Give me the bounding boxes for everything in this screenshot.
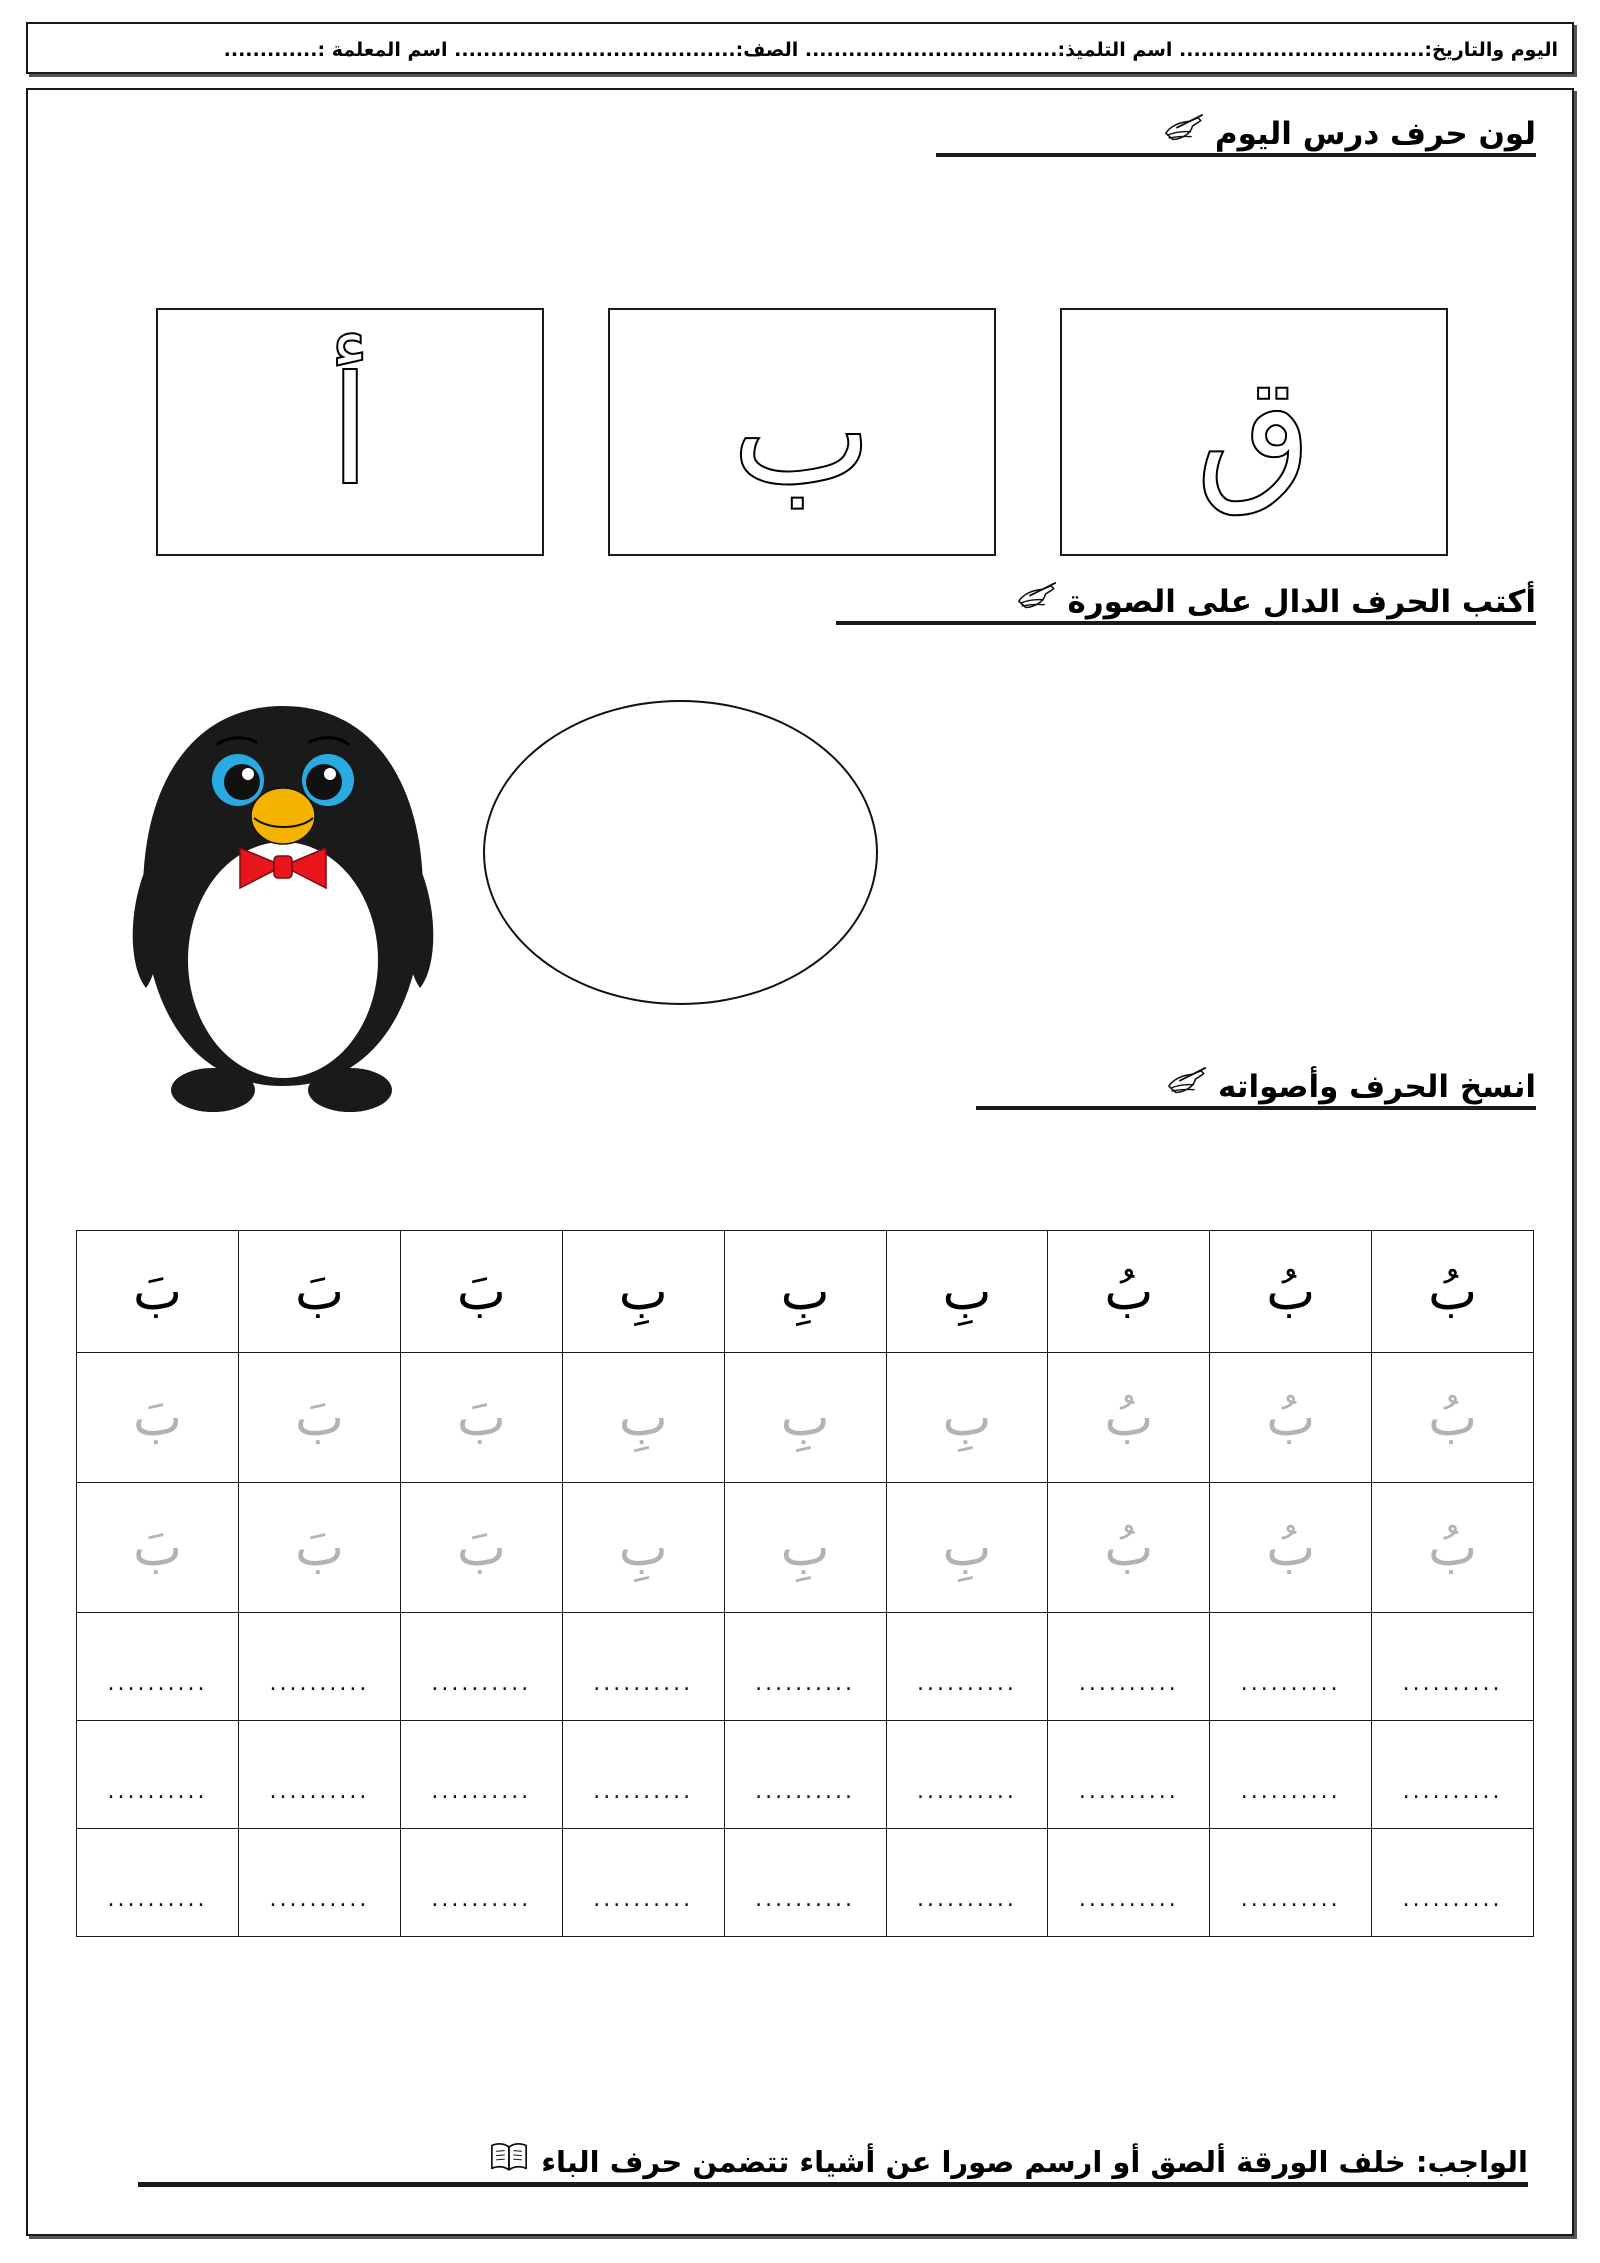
dotted-guide: .......... [916, 1887, 1017, 1912]
section-title-color-letter: لون حرف درس اليوم [1214, 115, 1536, 152]
practice-cell-trace [724, 1353, 886, 1483]
dotted-guide: .......... [755, 1887, 856, 1912]
homework-text: الواجب: خلف الورقة ألصق أو ارسم صورا عن أشياء تتضمن حرف الباء [541, 2144, 1528, 2179]
practice-cell-blank[interactable] [886, 1613, 1048, 1721]
dotted-guide: .......... [107, 1887, 208, 1912]
practice-cell-trace [724, 1483, 886, 1613]
dotted-guide: .......... [916, 1671, 1017, 1696]
practice-cell-model [400, 1231, 562, 1353]
practice-cell-model [1372, 1231, 1534, 1353]
dotted-guide: .......... [1240, 1779, 1341, 1804]
letter-box-baa[interactable] [608, 308, 996, 556]
open-book-icon [489, 2140, 529, 2179]
section-title-write-letter: أكتب الحرف الدال على الصورة [1067, 583, 1536, 620]
practice-cell-blank[interactable] [886, 1721, 1048, 1829]
letter-box-alef-hamza[interactable] [156, 308, 544, 556]
dotted-guide: .......... [1240, 1671, 1341, 1696]
practice-cell-trace [886, 1353, 1048, 1483]
practice-cell-trace [77, 1483, 239, 1613]
practice-cell-blank[interactable] [886, 1829, 1048, 1937]
practice-cell-trace [562, 1483, 724, 1613]
model-glyph: بُ [1266, 1261, 1316, 1322]
trace-glyph: بُ [1104, 1517, 1154, 1578]
model-glyph: بَ [294, 1261, 344, 1322]
practice-cell-blank[interactable] [724, 1829, 886, 1937]
model-glyph: بُ [1104, 1261, 1154, 1322]
dotted-guide: .......... [269, 1671, 370, 1696]
practice-cell-blank[interactable] [400, 1721, 562, 1829]
section-title-copy-letter: انسخ الحرف وأصواته [1218, 1068, 1536, 1105]
trace-glyph: بِ [780, 1387, 830, 1448]
model-glyph: بِ [618, 1261, 668, 1322]
section-heading-color-letter [936, 112, 1536, 157]
answer-oval-input[interactable] [483, 700, 878, 1005]
practice-cell-trace [1048, 1483, 1210, 1613]
practice-cell-blank[interactable] [400, 1613, 562, 1721]
trace-glyph: بَ [456, 1517, 506, 1578]
dotted-guide: .......... [269, 1887, 370, 1912]
dotted-guide: .......... [107, 1671, 208, 1696]
dotted-guide: .......... [593, 1887, 694, 1912]
dotted-guide: .......... [1402, 1887, 1503, 1912]
practice-row [77, 1231, 1534, 1353]
practice-cell-model [886, 1231, 1048, 1353]
dotted-guide: .......... [107, 1779, 208, 1804]
section-heading-write-letter [836, 580, 1536, 625]
trace-glyph: بِ [942, 1517, 992, 1578]
model-glyph: بَ [133, 1261, 182, 1322]
outline-letter-baa: ب [731, 345, 873, 519]
writing-hand-pen-icon [1166, 1065, 1208, 1104]
outline-letter-alef-hamza: أ [329, 345, 371, 519]
picture-answer-area [88, 690, 1518, 1120]
model-glyph: بِ [780, 1261, 830, 1322]
practice-cell-blank[interactable] [77, 1721, 239, 1829]
dotted-guide: .......... [755, 1671, 856, 1696]
dotted-guide: .......... [593, 1779, 694, 1804]
model-glyph: بَ [456, 1261, 506, 1322]
dotted-guide: .......... [1402, 1671, 1503, 1696]
practice-cell-blank[interactable] [1210, 1721, 1372, 1829]
model-glyph: بُ [1428, 1261, 1478, 1322]
student-info-header [26, 22, 1574, 74]
dotted-guide: .......... [1078, 1779, 1179, 1804]
trace-glyph: بَ [456, 1387, 506, 1448]
practice-table [76, 1230, 1534, 1937]
worksheet-page-frame [26, 88, 1574, 2236]
practice-cell-trace [1372, 1353, 1534, 1483]
practice-cell-trace [400, 1353, 562, 1483]
practice-cell-blank[interactable] [1210, 1613, 1372, 1721]
handwriting-practice-grid [76, 1230, 1534, 1937]
trace-glyph: بُ [1104, 1387, 1154, 1448]
section-heading-copy-letter [976, 1065, 1536, 1110]
letter-choice-row [156, 308, 1448, 556]
practice-cell-blank[interactable] [239, 1829, 401, 1937]
dotted-guide: .......... [1078, 1887, 1179, 1912]
practice-cell-model [562, 1231, 724, 1353]
practice-cell-blank[interactable] [1372, 1721, 1534, 1829]
trace-glyph: بَ [133, 1517, 182, 1578]
dotted-guide: .......... [431, 1887, 532, 1912]
header-fields-line: اليوم والتاريخ:.................................. اسم التلميذ:................................... الصف:....................................... اسم المعلمة :............. [223, 39, 1558, 61]
homework-bar [138, 2140, 1528, 2187]
practice-cell-blank[interactable] [562, 1613, 724, 1721]
practice-cell-trace [1210, 1483, 1372, 1613]
writing-hand-pen-icon [1016, 580, 1058, 619]
practice-cell-blank[interactable] [1048, 1613, 1210, 1721]
practice-row [77, 1483, 1534, 1613]
dotted-guide: .......... [916, 1779, 1017, 1804]
practice-cell-blank[interactable] [239, 1613, 401, 1721]
trace-glyph: بُ [1266, 1517, 1316, 1578]
practice-cell-trace [1048, 1353, 1210, 1483]
practice-cell-blank[interactable] [724, 1721, 886, 1829]
practice-cell-trace [1210, 1353, 1372, 1483]
dotted-guide: .......... [1402, 1779, 1503, 1804]
model-glyph: بِ [942, 1261, 992, 1322]
dotted-guide: .......... [431, 1779, 532, 1804]
practice-cell-blank[interactable] [724, 1613, 886, 1721]
practice-cell-blank[interactable] [77, 1829, 239, 1937]
practice-cell-model [77, 1231, 239, 1353]
practice-cell-blank[interactable] [1048, 1829, 1210, 1937]
outline-letter-qaf: ق [1195, 345, 1313, 519]
practice-cell-blank[interactable] [562, 1829, 724, 1937]
practice-cell-trace [886, 1483, 1048, 1613]
practice-row [77, 1721, 1534, 1829]
penguin-image [118, 698, 448, 1118]
practice-cell-trace [562, 1353, 724, 1483]
practice-cell-model [239, 1231, 401, 1353]
letter-box-qaf[interactable] [1060, 308, 1448, 556]
practice-cell-model [724, 1231, 886, 1353]
dotted-guide: .......... [593, 1671, 694, 1696]
practice-cell-blank[interactable] [77, 1613, 239, 1721]
dotted-guide: .......... [431, 1671, 532, 1696]
trace-glyph: بَ [294, 1387, 344, 1448]
trace-glyph: بُ [1428, 1517, 1478, 1578]
trace-glyph: بِ [618, 1387, 668, 1448]
trace-glyph: بِ [618, 1517, 668, 1578]
practice-cell-trace [77, 1353, 239, 1483]
practice-cell-model [1210, 1231, 1372, 1353]
practice-cell-model [1048, 1231, 1210, 1353]
dotted-guide: .......... [755, 1779, 856, 1804]
practice-cell-blank[interactable] [1210, 1829, 1372, 1937]
dotted-guide: .......... [1240, 1887, 1341, 1912]
trace-glyph: بَ [133, 1387, 182, 1448]
practice-cell-trace [400, 1483, 562, 1613]
practice-row [77, 1353, 1534, 1483]
practice-cell-trace [1372, 1483, 1534, 1613]
practice-row [77, 1829, 1534, 1937]
trace-glyph: بُ [1428, 1387, 1478, 1448]
practice-cell-blank[interactable] [562, 1721, 724, 1829]
dotted-guide: .......... [269, 1779, 370, 1804]
practice-row [77, 1613, 1534, 1721]
practice-cell-trace [239, 1353, 401, 1483]
practice-cell-blank[interactable] [1372, 1829, 1534, 1937]
practice-cell-trace [239, 1483, 401, 1613]
trace-glyph: بِ [942, 1387, 992, 1448]
writing-hand-pen-icon [1163, 112, 1205, 151]
trace-glyph: بَ [294, 1517, 344, 1578]
trace-glyph: بُ [1266, 1387, 1316, 1448]
practice-cell-blank[interactable] [1048, 1721, 1210, 1829]
practice-cell-blank[interactable] [239, 1721, 401, 1829]
dotted-guide: .......... [1078, 1671, 1179, 1696]
practice-cell-blank[interactable] [1372, 1613, 1534, 1721]
practice-cell-blank[interactable] [400, 1829, 562, 1937]
trace-glyph: بِ [780, 1517, 830, 1578]
